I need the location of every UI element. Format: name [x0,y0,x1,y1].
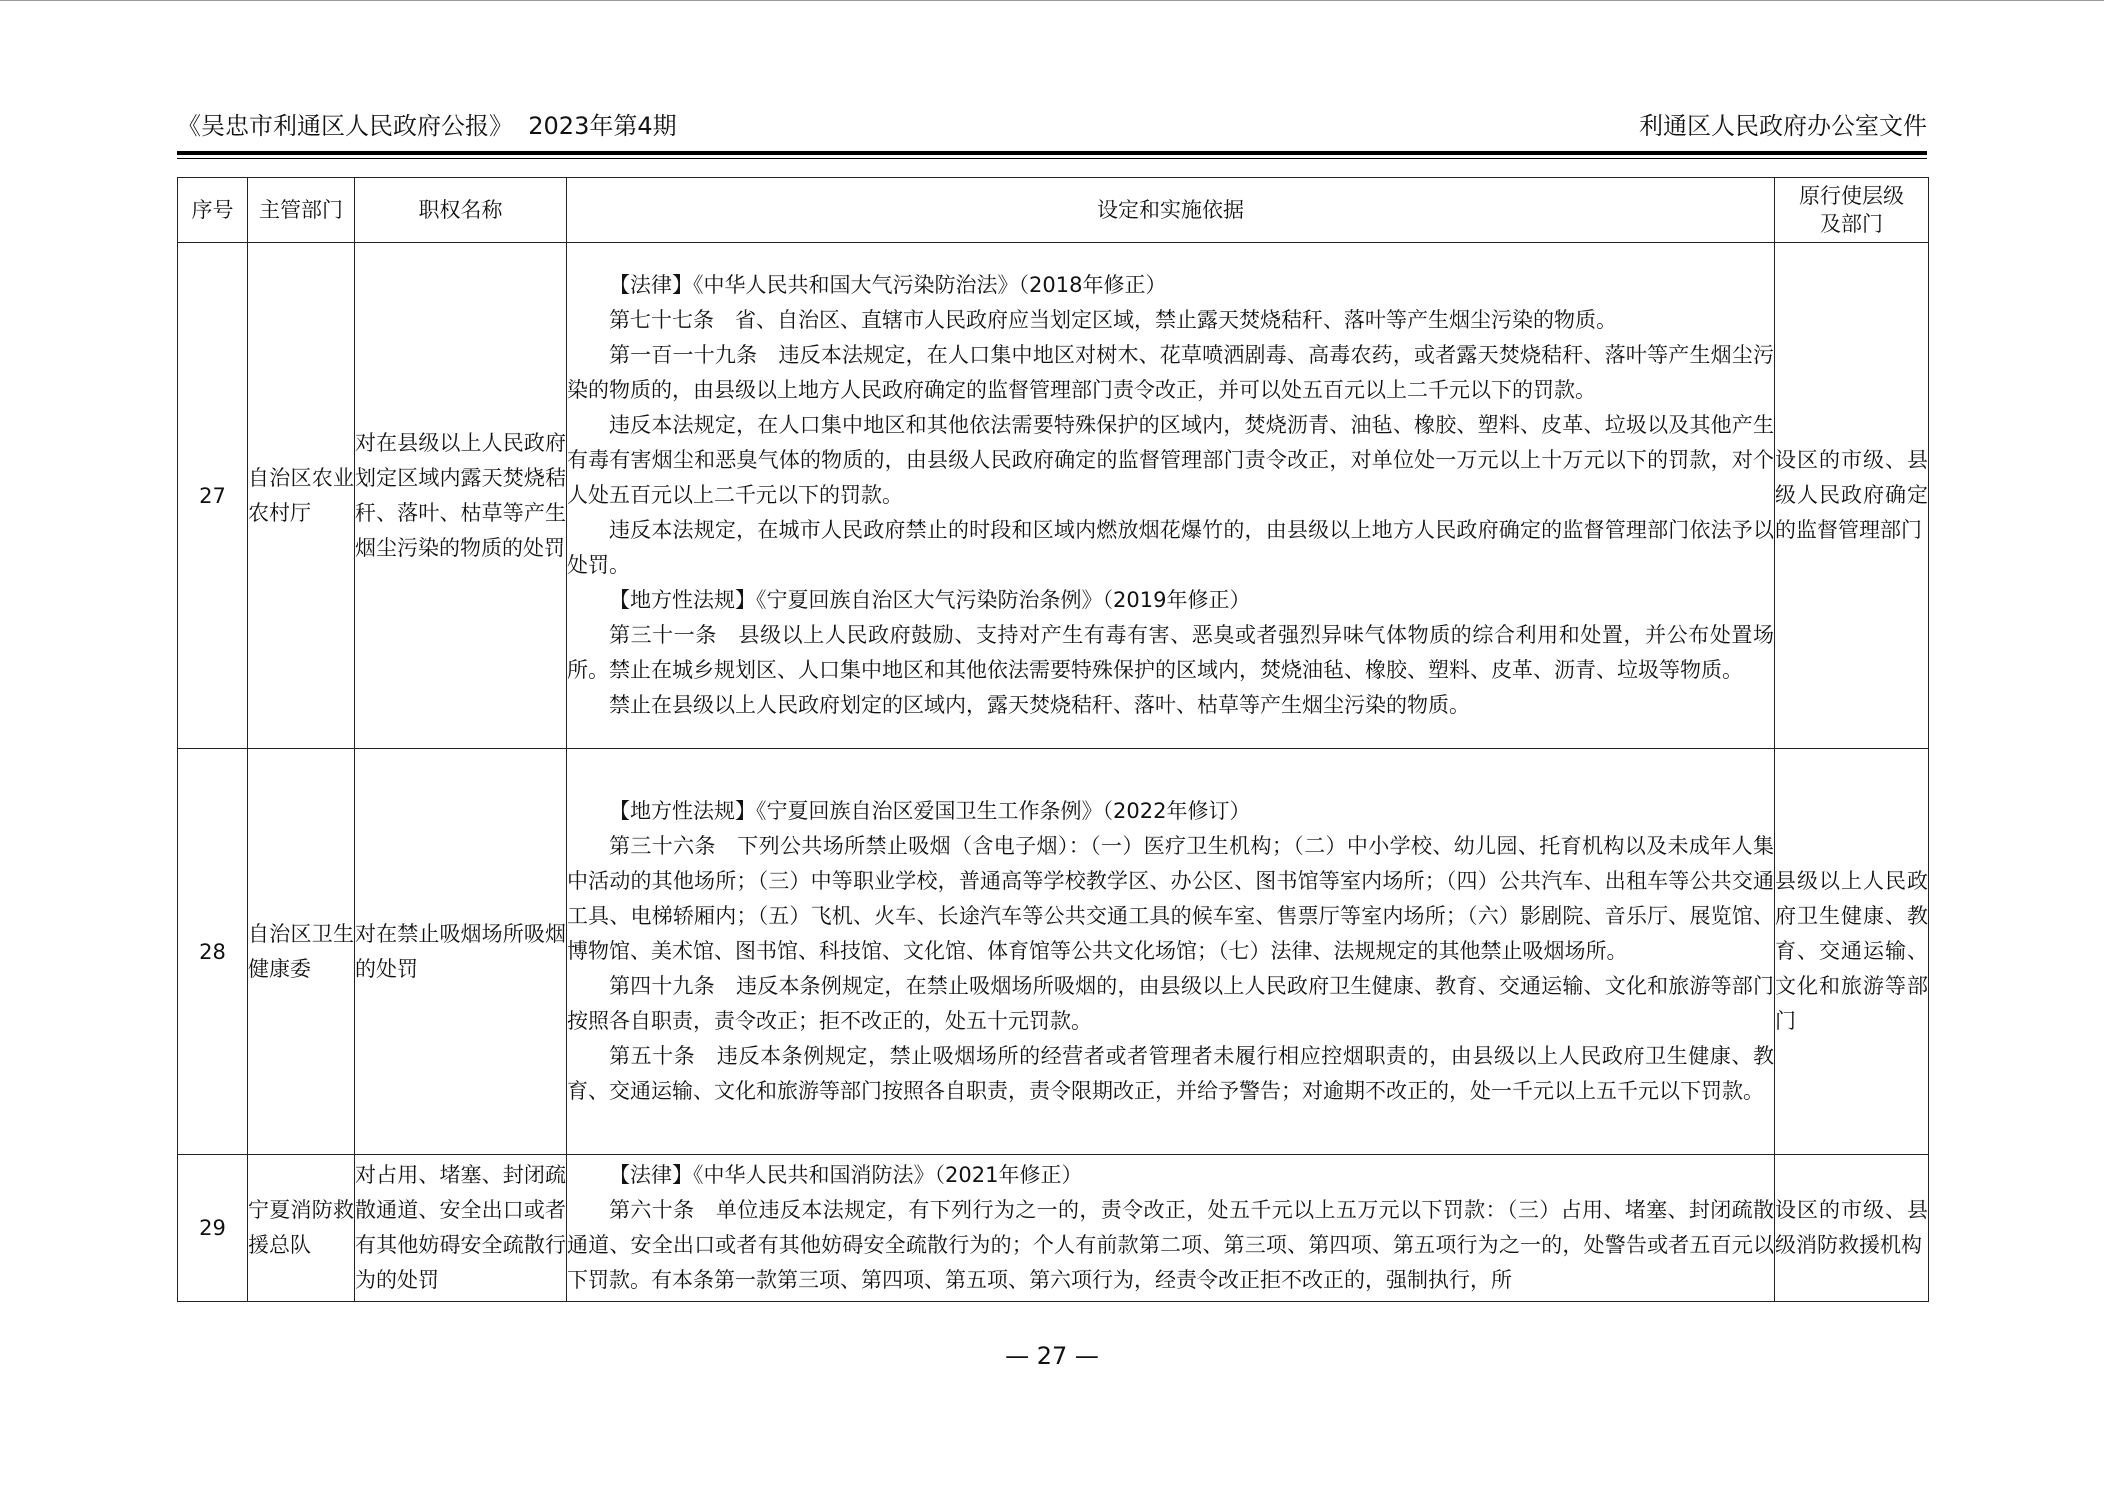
basis-paragraph: 第五十条 违反本条例规定，禁止吸烟场所的经营者或者管理者未履行相应控烟职责的，由县级以上人民政府卫生健康、教育、交通运输、文化和旅游等部门按照各自职责，责令限期改正，并给予警告；对逾期不改正的，处一千元以上五千元以下罚款。 [567,1044,1774,1103]
page-header [177,110,1927,150]
header-basis: 设定和实施依据 [567,178,1775,243]
basis-paragraph: 第一百一十九条 违反本法规定，在人口集中地区对树木、花草喷洒剧毒、高毒农药，或者露天焚烧秸秆、落叶等产生烟尘污染的物质的，由县级以上地方人民政府确定的监督管理部门责令改正，并可以处五百元以上二千元以下的罚款。 [567,343,1774,402]
row-basis [567,749,1775,1155]
powers-table [177,177,1929,1302]
row-department: 自治区农业农村厅 [248,243,355,749]
row-level: 设区的市级、县级人民政府确定的监督管理部门 [1775,243,1929,749]
gazette-title: 《吴忠市利通区人民政府公报》 2023年第4期 [177,112,677,140]
row-power-name: 对在禁止吸烟场所吸烟的处罚 [355,749,567,1155]
header-rule-thin [177,158,1927,159]
header-level-line1: 原行使层级 [1799,184,1904,208]
header-name: 职权名称 [355,178,567,243]
header-no: 序号 [178,178,248,243]
basis-paragraph: 【地方性法规】《宁夏回族自治区大气污染防治条例》（2019年修正） [609,588,1251,612]
row-power-name: 对在县级以上人民政府划定区域内露天焚烧秸秆、落叶、枯草等产生烟尘污染的物质的处罚 [355,243,567,749]
row-basis [567,1155,1775,1302]
row-number: 27 [178,243,248,749]
basis-paragraph: 第三十六条 下列公共场所禁止吸烟（含电子烟）：（一）医疗卫生机构；（二）中小学校、幼儿园、托育机构以及未成年人集中活动的其他场所；（三）中等职业学校，普通高等学校教学区、办公区、图书馆等室内场所；（四）公共汽车、出租车等公共交通工具、电梯轿厢内；（五）飞机、火车、长途汽车等公共交通工具的候车室、售票厅等室内场所；（六）影剧院、音乐厅、展览馆、博物馆、美术馆、图书馆、科技馆、文化馆、体育馆等公共文化场馆；（七）法律、法规规定的其他禁止吸烟场所。 [567,834,1774,963]
row-level: 县级以上人民政府卫生健康、教育、交通运输、文化和旅游等部门 [1775,749,1929,1155]
row-power-name: 对占用、堵塞、封闭疏散通道、安全出口或者有其他妨碍安全疏散行为的处罚 [355,1155,567,1302]
basis-paragraph: 第六十条 单位违反本法规定，有下列行为之一的，责令改正，处五千元以上五万元以下罚款：（三）占用、堵塞、封闭疏散通道、安全出口或者有其他妨碍安全疏散行为的；个人有前款第二项、第三项、第四项、第五项行为之一的，处警告或者五百元以下罚款。有本条第一款第三项、第四项、第五项、第六项行为，经责令改正拒不改正的，强制执行，所 [567,1198,1774,1292]
office-document-label: 利通区人民政府办公室文件 [1639,112,1927,140]
basis-paragraph: 违反本法规定，在人口集中地区和其他依法需要特殊保护的区域内，焚烧沥青、油毡、橡胶、塑料、皮革、垃圾以及其他产生有毒有害烟尘和恶臭气体的物质的，由县级人民政府确定的监督管理部门责令改正，对单位处一万元以上十万元以下的罚款，对个人处五百元以上二千元以下的罚款。 [567,413,1774,507]
row-department: 宁夏消防救援总队 [248,1155,355,1302]
table-row [178,243,1929,749]
basis-paragraph: 【地方性法规】《宁夏回族自治区爱国卫生工作条例》（2022年修订） [609,799,1251,823]
basis-paragraph: 违反本法规定，在城市人民政府禁止的时段和区域内燃放烟花爆竹的，由县级以上地方人民政府确定的监督管理部门依法予以处罚。 [567,518,1774,577]
table-header-row [178,178,1929,243]
header-dept: 主管部门 [248,178,355,243]
basis-paragraph: 【法律】《中华人民共和国大气污染防治法》（2018年修正） [609,273,1167,297]
basis-paragraph: 第三十一条 县级以上人民政府鼓励、支持对产生有毒有害、恶臭或者强烈异味气体物质的综合利用和处置，并公布处置场所。禁止在城乡规划区、人口集中地区和其他依法需要特殊保护的区域内，焚烧油毡、橡胶、塑料、皮革、沥青、垃圾等物质。 [567,623,1774,682]
row-department: 自治区卫生健康委 [248,749,355,1155]
basis-paragraph: 禁止在县级以上人民政府划定的区域内，露天焚烧秸秆、落叶、枯草等产生烟尘污染的物质。 [609,693,1470,717]
basis-paragraph: 第四十九条 违反本条例规定，在禁止吸烟场所吸烟的，由县级以上人民政府卫生健康、教育、交通运输、文化和旅游等部门按照各自职责，责令改正；拒不改正的，处五十元罚款。 [567,974,1774,1033]
header-rule-thick [177,151,1927,155]
table-row [178,749,1929,1155]
header-level-line2: 及部门 [1820,212,1883,236]
row-basis [567,243,1775,749]
header-level [1775,178,1929,243]
basis-paragraph: 【法律】《中华人民共和国消防法》（2021年修正） [609,1163,1083,1187]
page-number: — 27 — [1005,1342,1099,1370]
page-top-border [0,0,2104,1]
table-row [178,1155,1929,1302]
row-level: 设区的市级、县级消防救援机构 [1775,1155,1929,1302]
basis-paragraph: 第七十七条 省、自治区、直辖市人民政府应当划定区域，禁止露天焚烧秸秆、落叶等产生烟尘污染的物质。 [609,308,1617,332]
row-number: 28 [178,749,248,1155]
row-number: 29 [178,1155,248,1302]
